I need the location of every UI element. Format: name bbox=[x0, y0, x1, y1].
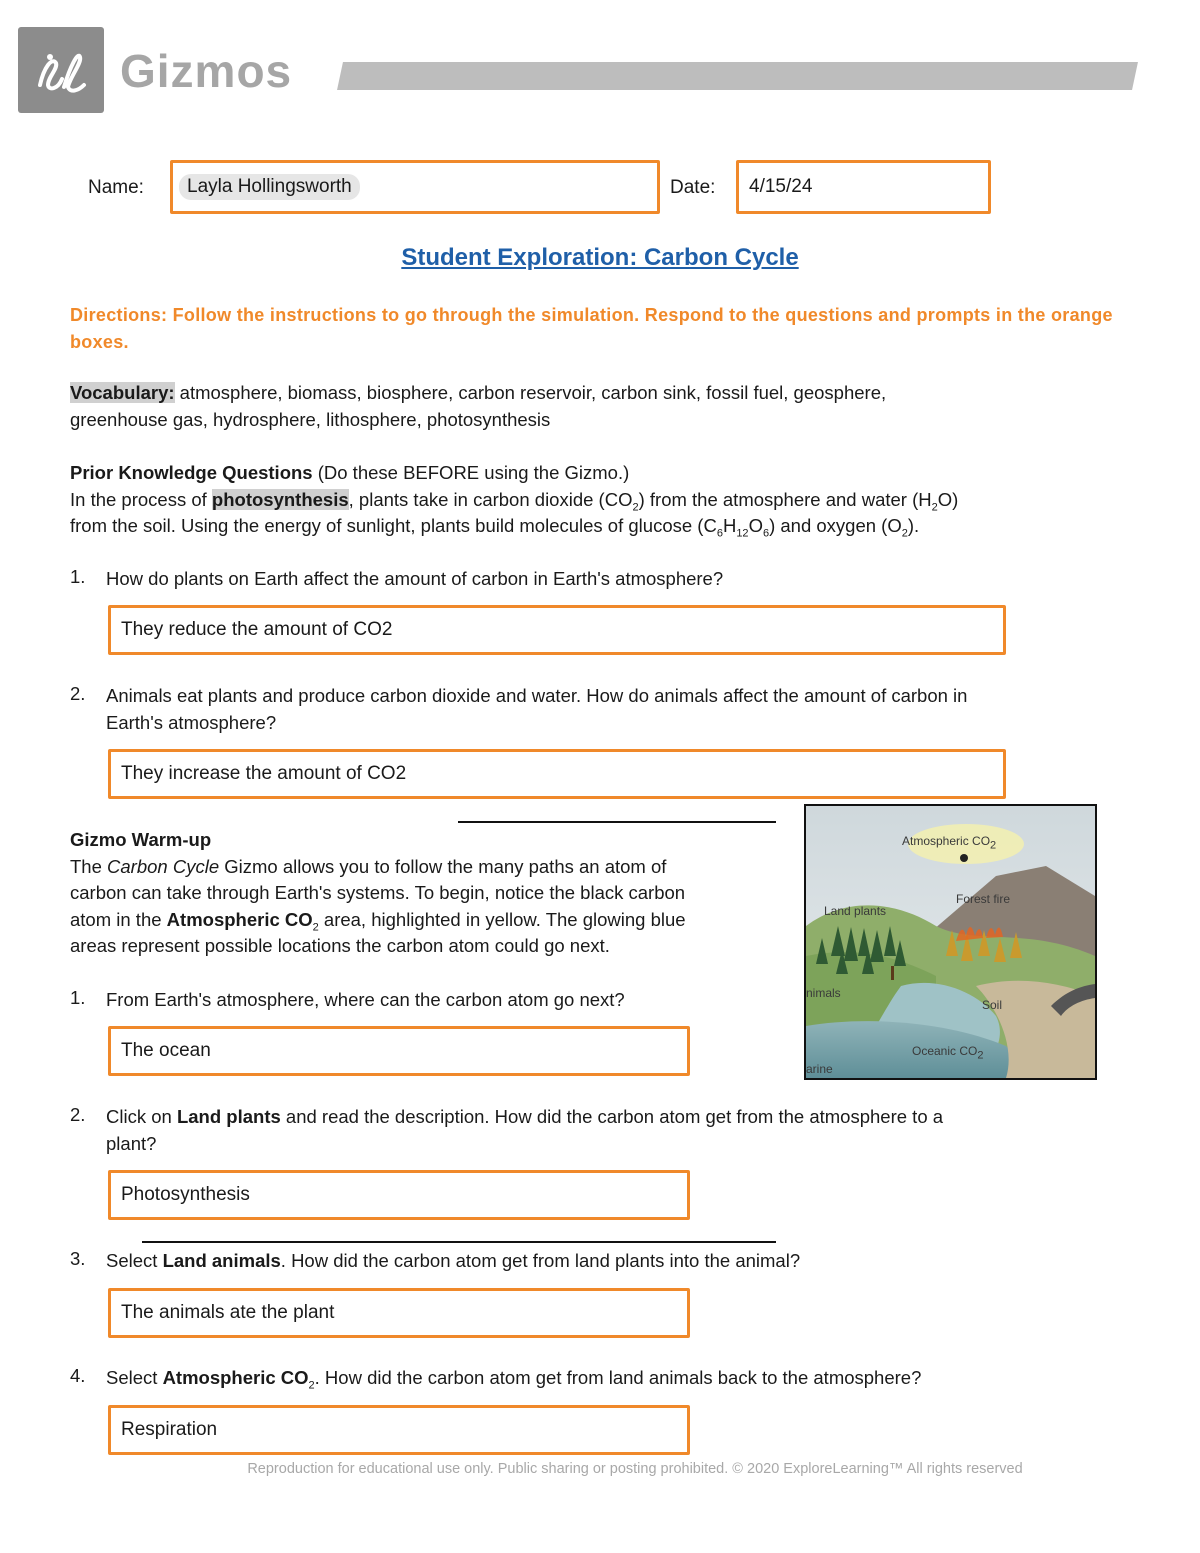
copyright-footer: Reproduction for educational use only. Public sharing or posting prohibited. © 2020 ExploreLearning™ All rights reserved bbox=[247, 1461, 1023, 1477]
prior-intro-a: In the process of bbox=[70, 488, 212, 510]
date-value: 4/15/24 bbox=[749, 176, 813, 197]
prior-answer-1[interactable] bbox=[108, 605, 1006, 655]
prior-intro-d: O) bbox=[937, 488, 959, 510]
figure-atm-text: Atmospheric CO bbox=[902, 834, 991, 848]
prior-intro-b: , plants take in carbon dioxide (CO bbox=[348, 488, 633, 510]
photosynthesis-term: photosynthesis bbox=[211, 488, 349, 510]
land-animals-term: Land animals bbox=[162, 1250, 281, 1271]
sub: 2 bbox=[990, 839, 997, 852]
warmup-p-b: Gizmo allows you to follow the many paths an atom of bbox=[219, 855, 667, 877]
warmup-answer-3[interactable] bbox=[108, 1288, 690, 1338]
warmup-p-line3c: area, highlighted in yellow. The glowing blue bbox=[318, 908, 686, 930]
prior-knowledge-section bbox=[70, 460, 1160, 540]
warmup-q3-number: 3. bbox=[70, 1248, 86, 1269]
divider-line bbox=[458, 821, 776, 823]
warmup-q3-a: Select bbox=[106, 1250, 163, 1271]
prior-q2-line1: Animals eat plants and produce carbon dioxide and water. How do animals affect the amount of carbon in bbox=[106, 685, 968, 706]
prior-heading-note: (Do these BEFORE using the Gizmo.) bbox=[312, 462, 630, 483]
name-value: Layla Hollingsworth bbox=[179, 174, 360, 200]
vocabulary-terms-1: atmosphere, biomass, biosphere, carbon reservoir, carbon sink, fossil fuel, geosphere, bbox=[174, 382, 887, 403]
warmup-q2-number: 2. bbox=[70, 1104, 86, 1125]
sub: 2 bbox=[308, 1379, 315, 1392]
warmup-p-line2: carbon can take through Earth's systems. To begin, notice the black carbon bbox=[70, 882, 686, 903]
warmup-section bbox=[70, 827, 800, 960]
atmospheric-co2-term: Atmospheric CO bbox=[162, 1367, 309, 1388]
warmup-p-a: The bbox=[70, 855, 108, 877]
warmup-atm-term: Atmospheric CO bbox=[166, 908, 313, 930]
warmup-q1-text: From Earth's atmosphere, where can the carbon atom go next? bbox=[106, 989, 625, 1010]
date-label: Date: bbox=[670, 177, 716, 198]
warmup-q4-a: Select bbox=[106, 1367, 163, 1388]
prior-intro-f: H bbox=[722, 515, 737, 536]
warmup-q2-line2: plant? bbox=[106, 1132, 157, 1154]
warmup-heading: Gizmo Warm-up bbox=[70, 829, 212, 850]
directions: Directions: Follow the instructions to go through the simulation. Respond to the questions and prompts in the orange boxes. bbox=[70, 305, 1113, 352]
prior-answer-2[interactable] bbox=[108, 749, 1006, 799]
warmup-answer-1[interactable] bbox=[108, 1026, 690, 1076]
warmup-p-line4: areas represent possible locations the carbon atom could go next. bbox=[70, 935, 610, 956]
sub: 2 bbox=[901, 527, 908, 540]
prior-intro-h: ) and oxygen (O bbox=[769, 515, 902, 536]
warmup-answer-1-text: The ocean bbox=[121, 1040, 211, 1061]
prior-heading: Prior Knowledge Questions bbox=[70, 462, 313, 483]
warmup-answer-2-text: Photosynthesis bbox=[121, 1184, 250, 1205]
name-label: Name: bbox=[88, 177, 144, 198]
prior-q1-number: 1. bbox=[70, 566, 86, 587]
warmup-answer-3-text: The animals ate the plant bbox=[121, 1302, 335, 1323]
prior-q2-text bbox=[106, 683, 1166, 736]
prior-intro-c: ) from the atmosphere and water (H bbox=[638, 488, 932, 510]
prior-intro-g: O bbox=[748, 515, 763, 536]
sub: 12 bbox=[736, 527, 749, 540]
prior-answer-2-text: They increase the amount of CO2 bbox=[121, 763, 407, 784]
figure-ocean-label bbox=[912, 1044, 984, 1062]
warmup-q3-c: . How did the carbon atom get from land plants into the animal? bbox=[280, 1250, 801, 1271]
prior-intro-i: ). bbox=[907, 515, 920, 536]
logo-mark-icon bbox=[18, 27, 104, 113]
date-field[interactable] bbox=[736, 160, 991, 214]
land-plants-term: Land plants bbox=[176, 1106, 281, 1127]
sub: 6 bbox=[716, 527, 723, 540]
figure-animals-label: nimals bbox=[806, 986, 841, 1000]
page-title: Student Exploration: Carbon Cycle bbox=[401, 244, 799, 271]
prior-q2-line2: Earth's atmosphere? bbox=[106, 711, 277, 733]
figure-ocean-text: Oceanic CO bbox=[912, 1044, 978, 1058]
name-field[interactable] bbox=[170, 160, 660, 214]
warmup-q3-text bbox=[106, 1248, 800, 1275]
figure-atm-label bbox=[902, 834, 997, 852]
warmup-q4-c: . How did the carbon atom get from land animals back to the atmosphere? bbox=[314, 1367, 922, 1388]
figure-plants-label: Land plants bbox=[824, 904, 887, 918]
header-bar bbox=[337, 62, 1138, 90]
brand-name: Gizmos bbox=[120, 45, 293, 97]
warmup-gizmo-name: Carbon Cycle bbox=[107, 855, 220, 877]
prior-q2-number: 2. bbox=[70, 683, 86, 704]
figure-marine-label: arine bbox=[806, 1062, 833, 1076]
warmup-q2-a: Click on bbox=[106, 1106, 177, 1127]
warmup-q2-text bbox=[106, 1104, 1166, 1157]
warmup-q4-text bbox=[106, 1365, 921, 1392]
warmup-q1-number: 1. bbox=[70, 987, 86, 1008]
warmup-answer-4-text: Respiration bbox=[121, 1419, 218, 1440]
warmup-answer-2[interactable] bbox=[108, 1170, 690, 1220]
vocabulary-label: Vocabulary: bbox=[70, 382, 175, 403]
warmup-p-line3a: atom in the bbox=[70, 908, 167, 930]
warmup-answer-4[interactable] bbox=[108, 1405, 690, 1455]
sub: 6 bbox=[762, 527, 770, 540]
prior-q1-text: How do plants on Earth affect the amount of carbon in Earth's atmosphere? bbox=[106, 568, 724, 589]
figure-fire-label: Forest fire bbox=[956, 892, 1011, 906]
prior-intro-e: from the soil. Using the energy of sunlight, plants build molecules of glucose (C bbox=[70, 515, 717, 536]
sub: 2 bbox=[977, 1049, 984, 1062]
carbon-cycle-screenshot bbox=[804, 804, 1097, 1080]
figure-soil-label: Soil bbox=[982, 998, 1003, 1012]
vocabulary-terms-2: greenhouse gas, hydrosphere, lithosphere, photosynthesis bbox=[70, 408, 551, 430]
warmup-q4-number: 4. bbox=[70, 1365, 86, 1386]
sub: 2 bbox=[931, 501, 938, 514]
warmup-q2-c: and read the description. How did the carbon atom get from the atmosphere to a bbox=[280, 1106, 944, 1127]
divider-line bbox=[142, 1241, 776, 1243]
sub: 2 bbox=[312, 921, 319, 934]
vocabulary bbox=[70, 380, 1150, 433]
prior-answer-1-text: They reduce the amount of CO2 bbox=[121, 619, 393, 640]
explorelearning-logo bbox=[18, 27, 104, 113]
sub: 2 bbox=[632, 501, 639, 514]
